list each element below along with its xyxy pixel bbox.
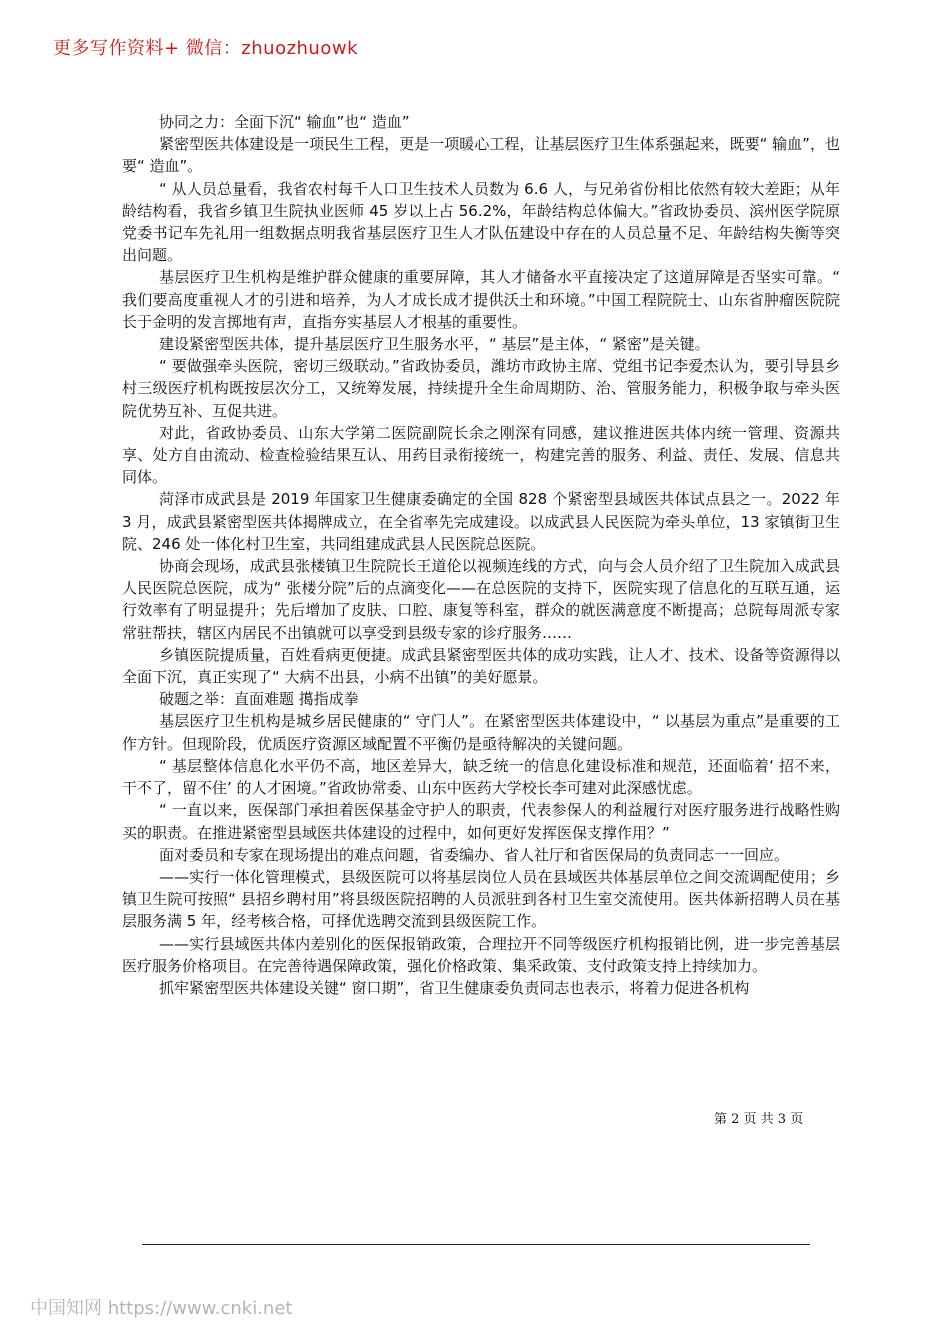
paragraph: “ 要做强牵头医院，密切三级联动。”省政协委员，潍坊市政协主席、党组书记李爱杰认为，要引导县乡村三级医疗机构既按层次分工，又统筹发展，持续提升全生命周期防、治、管服务能力，积极争取与牵头医院优势互补、互促共进。: [122, 357, 840, 420]
paragraph: 紧密型医共体建设是一项民生工程，更是一项暖心工程，让基层医疗卫生体系强起来，既要“ 输血”，也要“ 造血”。: [122, 135, 840, 176]
section-heading-breakthrough: 破题之举：直面难题 擖指成拳: [159, 690, 359, 709]
paragraph: “ 一直以来，医保部门承担着医保基金守护人的职责，代表参保人的利益履行对医疗服务进行战略性购买的职责。在推进紧密型县域医共体建设的过程中，如何更好发挥医保支撑作用？”: [122, 801, 840, 842]
promo-banner: 更多写作资料+ 微信：zhuozhuowk: [53, 38, 359, 59]
paragraph: 协商会现场，成武县张楼镇卫生院院长王道伦以视频连线的方式，向与会人员介绍了卫生院加入成武县人民医院总医院，成为“ 张楼分院”后的点滴变化——在总医院的支持下，医院实现了信息化的互联互通，运行效率有了明显提升；先后增加了皮肤、口腔、康复等科室，群众的就医满意度不断提高；总院每周派专家常驻帮扶，辖区内居民不出镇就可以享受到县级专家的诊疗服务……: [122, 557, 840, 642]
article-body: [122, 111, 840, 999]
paragraph: “ 从人员总量看，我省农村每千人口卫生技术人员数为 6.6 人，与兄弟省份相比依然有较大差距；从年龄结构看，我省乡镇卫生院执业医师 45 岁以上占 56.2%，年龄结构总体偏大。”省政协委员、滨州医学院原党委书记车先礼用一组数据点明我省基层医疗卫生人才队伍建设中存在的人员总量不足、年龄结构失衡等突出问题。: [122, 179, 840, 265]
footer-divider: [142, 1244, 810, 1245]
paragraph: 乡镇医院提质量，百姓看病更便捷。成武县紧密型医共体的成功实践，让人才、技术、设备等资源得以全面下沉，真正实现了“ 大病不出县，小病不出镇”的美好愿景。: [122, 645, 840, 687]
paragraph: 抓牢紧密型医共体建设关键“ 窗口期”，省卫生健康委负责同志也表示，将着力促进各机构: [159, 978, 750, 997]
paragraph: ——实行县域医共体内差别化的医保报销政策，合理拉开不同等级医疗机构报销比例，进一步完善基层医疗服务价格项目。在完善待遇保障政策，强化价格政策、集采政策、支付政策支持上持续加力。: [122, 934, 840, 975]
paragraph: 建设紧密型医共体，提升基层医疗卫生服务水平，“ 基层”是主体，“ 紧密”是关键。: [159, 335, 710, 354]
paragraph: 对此，省政协委员、山东大学第二医院副院长余之刚深有同感，建议推进医共体内统一管理、资源共享、处方自由流动、检查检验结果互认、用药目录衔接统一，构建完善的服务、利益、责任、发展、信息共同体。: [122, 423, 840, 487]
paragraph: 基层医疗卫生机构是维护群众健康的重要屏障，其人才储备水平直接决定了这道屏障是否坚实可靠。“ 我们要高度重视人才的引进和培养，为人才成长成才提供沃土和环境。”中国工程院院士、山东省肿瘤医院院长于金明的发言掷地有声，直指夯实基层人才根基的重要性。: [122, 268, 840, 331]
cnki-watermark: 中国知网 https://www.cnki.net: [30, 1298, 293, 1319]
page-number: 第 2 页 共 3 页: [714, 1112, 804, 1127]
paragraph: 面对委员和专家在现场提出的难点问题，省委编办、省人社厅和省医保局的负责同志一一回应。: [159, 845, 790, 864]
paragraph: 基层医疗卫生机构是城乡居民健康的“ 守门人”。在紧密型医共体建设中，“ 以基层为重点”是重要的工作方针。但现阶段，优质医疗资源区域配置不平衡仍是亟待解决的关键问题。: [122, 712, 840, 753]
paragraph: ——实行一体化管理模式，县级医院可以将基层岗位人员在县域医共体基层单位之间交流调配使用；乡镇卫生院可按照“ 县招乡聘村用”将县级医院招聘的人员派驻到各村卫生室交流使用。医共体新招聘人员在基层服务满 5 年，经考核合格，可择优选聘交流到县级医院工作。: [122, 867, 840, 931]
section-heading-collaboration: 协同之力：全面下沉“ 输血”也“ 造血”: [159, 113, 410, 131]
paragraph: 菏泽市成武县是 2019 年国家卫生健康委确定的全国 828 个紧密型县域医共体试点县之一。2022 年 3 月，成武县紧密型医共体揭牌成立，在全省率先完成建设。以成武县人民医院为牵头单位，13 家镇街卫生院、246 处一体化村卫生室，共同组建成武县人民医院总医院。: [122, 490, 840, 553]
paragraph: “ 基层整体信息化水平仍不高，地区差异大，缺乏统一的信息化建设标准和规范，还面临着‘ 招不来，干不了，留不住’ 的人才困境。”省政协常委、山东中医药大学校长李可建对此深感忧虑。: [122, 756, 840, 798]
